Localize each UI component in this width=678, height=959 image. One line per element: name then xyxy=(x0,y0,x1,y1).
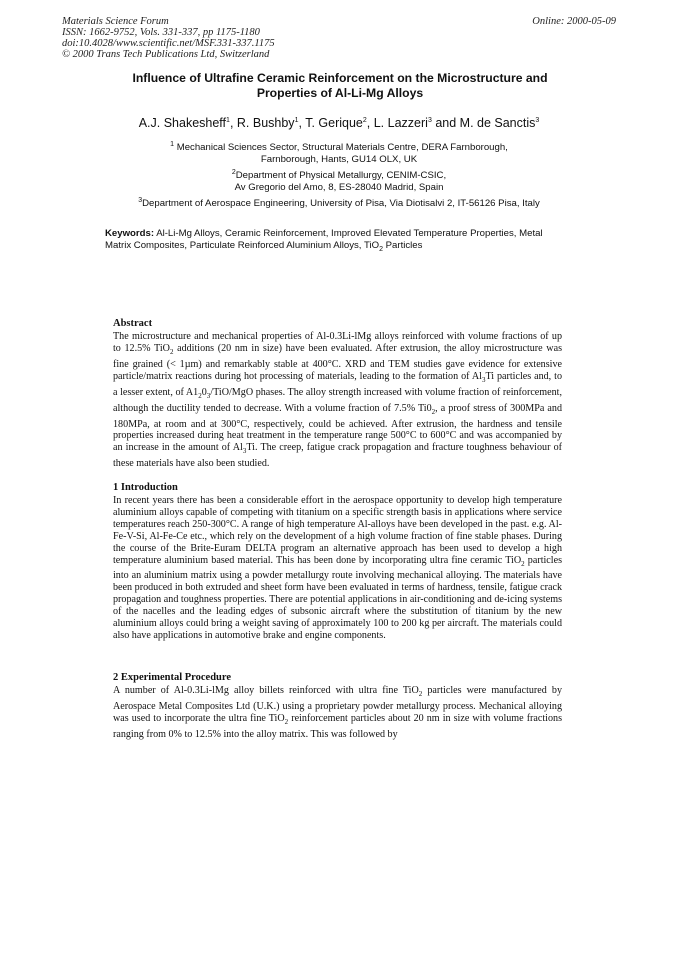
author-name: M. de Sanctis xyxy=(459,116,536,130)
abstract-text: 0 xyxy=(201,386,207,398)
author-name: T. Gerique xyxy=(305,116,363,130)
affiliation-mark: 2 xyxy=(231,169,236,176)
experimental-text: reinforcement particles about 20 nm in size with volume fractions ranging from 0% to 12.5% into the alloy matrix. This was followed by xyxy=(113,712,563,740)
subscript: 2 xyxy=(198,391,202,400)
abstract-text: additions (20 nm in size) have been evaluated. After extrusion, the alloy microstructure was fine grained (< 1µm) and remarkably stable at 400°C. XRD and TEM studies gave evidence for extensive particle/matrix reactions during hot processing of materials, leading to the formation of Al xyxy=(113,342,562,382)
subscript: 2 xyxy=(521,559,525,568)
affiliation-1 xyxy=(0,139,678,166)
keywords-text: Particles xyxy=(382,239,423,251)
author-name: R. Bushby xyxy=(236,116,295,130)
copyright-line: © 2000 Trans Tech Publications Ltd, Switzerland xyxy=(62,49,270,60)
author-separator: , xyxy=(298,116,306,130)
experimental-text: A number of Al-0.3Li-lMg alloy billets reinforced with ultra fine TiO xyxy=(113,685,419,696)
affiliation-line: Department of Physical Metallurgy, CENIM-CSIC, xyxy=(235,170,447,182)
subscript: 2 xyxy=(284,717,289,726)
experimental-text: particles were manufactured by Aerospace Metal Composites Ltd (U.K.) using a proprietary powder metallurgy process. Mechanical alloying was used to incorporate the ultra fine TiO xyxy=(113,685,562,724)
affiliation-line: Av Gregorio del Amo, 8, ES-28040 Madrid, Spain xyxy=(234,182,444,194)
author-affiliation-mark: 1 xyxy=(294,116,299,124)
author-affiliation-mark: 2 xyxy=(362,116,367,124)
affiliation-3 xyxy=(0,195,678,210)
subscript: 2 xyxy=(431,407,436,416)
subscript: 2 xyxy=(418,690,423,699)
abstract-body xyxy=(113,331,562,470)
author-affiliation-mark: 3 xyxy=(427,116,432,124)
abstract-text: /TiO/MgO phases. The alloy strength increased with volume fraction of reinforcement, although the ductility tended to decrease. With a volume fraction of 7.5% Ti0 xyxy=(113,386,562,414)
subscript: 3 xyxy=(242,447,247,456)
issn-line: ISSN: 1662-9752, Vols. 331-337, pp 1175-1180 xyxy=(62,27,260,38)
author-affiliation-mark: 3 xyxy=(535,116,540,124)
title-line-2: Properties of Al-Li-Mg Alloys xyxy=(256,86,424,100)
online-date: Online: 2000-05-09 xyxy=(532,16,616,27)
keywords xyxy=(105,228,555,255)
affiliation-mark: 1 xyxy=(170,141,175,148)
journal-name: Materials Science Forum xyxy=(62,16,169,27)
experimental-body xyxy=(113,685,562,741)
affiliation-2 xyxy=(0,167,678,194)
author-separator: , xyxy=(366,116,374,130)
introduction-text: particles into an aluminium matrix using a powder metallurgy route involving mechanical alloying. The materials have been produced in both extruded and sheet form have been evaluated in terms of hardness, tensile, fatigue crack propagation and toughness properties. There are potential applications in air-conditioning and de-icing systems of the nacelles and the leading edges of subsonic aircraft where the substitution of titanium by the new aluminium alloys could bring a weight saving of approximately 100 to 200 kg per aircraft. The materials could also have applications in automotive brake and engine components. xyxy=(113,554,562,641)
introduction-text: In recent years there has been a considerable effort in the aerospace opportunity to develop high temperature aluminium alloys capable of competing with titanium on a specific strength basis in applications where service temperatures reach 250-300°C. A range of high temperature Al-alloys have been developed in the past. e.g. Al-Fe-V-Si, Al-Fe-Ce etc., which rely on the development of a high volume fraction of fine stable phases. During the course of the Brite-Euram DELTA program an alternative approach has been used to develop a high temperature aluminium based material. This has been done by incorporating ultra fine ceramic TiO xyxy=(113,495,562,566)
author-name: A.J. Shakesheff xyxy=(138,116,227,130)
experimental-heading: 2 Experimental Procedure xyxy=(113,672,232,683)
doi-line: doi:10.4028/www.scientific.net/MSF.331-337.1175 xyxy=(62,38,275,49)
abstract-heading: Abstract xyxy=(113,318,153,329)
abstract-text: Ti particles and, to a lesser extent, of A1 xyxy=(113,370,562,398)
keywords-label: Keywords: xyxy=(105,228,155,239)
affiliation-mark: 3 xyxy=(138,197,143,204)
keywords-text: Al-Li-Mg Alloys, Ceramic Reinforcement, Improved Elevated Temperature Properties, Metal Matrix Composites, Particulate Reinforced Aluminium Alloys, TiO xyxy=(105,228,543,251)
abstract-text: Ti. The creep, fatigue crack propagation and fracture toughness behaviour of these materials have also been studied. xyxy=(113,442,562,470)
subscript: 3 xyxy=(206,391,211,400)
introduction-heading: 1 Introduction xyxy=(113,482,178,493)
subscript: 2 xyxy=(379,245,383,253)
citation-header xyxy=(62,16,275,60)
author-separator: , xyxy=(229,116,237,130)
abstract-text: The microstructure and mechanical properties of Al-0.3Li-lMg alloys reinforced with volume fractions of up to 12.5% TiO xyxy=(113,331,562,354)
author-name: L. Lazzeri xyxy=(373,116,428,130)
author-affiliation-mark: 1 xyxy=(226,116,230,124)
introduction-body xyxy=(113,495,562,642)
author-list xyxy=(0,116,678,130)
author-separator: and xyxy=(431,116,460,130)
subscript: 2 xyxy=(169,347,174,356)
affiliation-line: Department of Aerospace Engineering, University of Pisa, Via Diotisalvi 2, IT-56126 Pisa, Italy xyxy=(142,198,540,210)
affiliation-line: Farnborough, Hants, GU14 OLX, UK xyxy=(260,154,418,166)
affiliation-line: Mechanical Sciences Sector, Structural Materials Centre, DERA Farnborough, xyxy=(176,142,508,154)
abstract-text: , a proof stress of 300MPa and 180MPa, at room and at 300°C, respectively, could be achieved. After extrusion, the hardness and tensile properties increased during heat treatment in the temperature range 500°C to 600°C and was accompanied by an increase in the amount of Al xyxy=(113,402,562,454)
subscript: 3 xyxy=(481,375,486,384)
paper-title xyxy=(70,71,610,101)
title-line-1: Influence of Ultrafine Ceramic Reinforcement on the Microstructure and xyxy=(132,71,548,85)
